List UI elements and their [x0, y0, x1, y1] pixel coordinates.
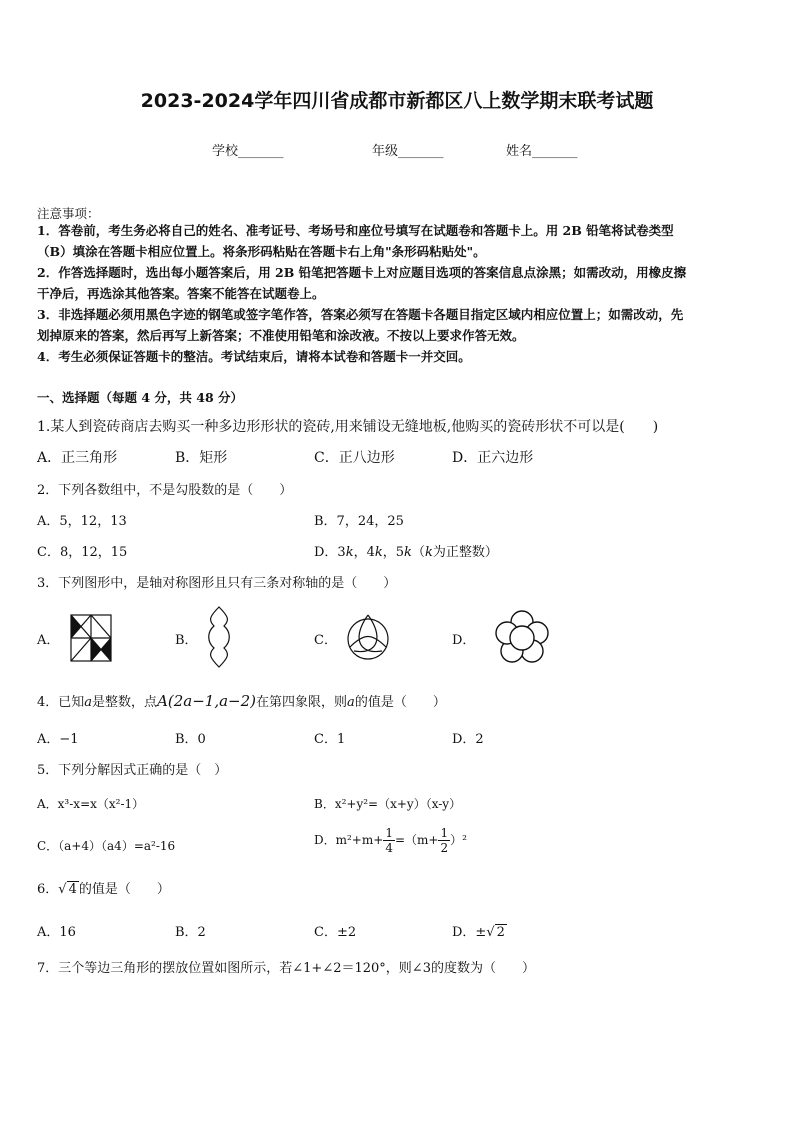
question-5-stem: 5．下列分解因式正确的是（ ） — [37, 763, 228, 778]
section-heading: 一、选择题（每题 4 分，共 48 分） — [37, 390, 244, 405]
q5-option-b: B．x²+y²=（x+y）（x-y） — [314, 797, 462, 811]
q6-option-c: C．±2 — [314, 925, 357, 940]
q2-option-a: A．5，12，13 — [37, 514, 127, 529]
grade-field: 年级_______ — [372, 144, 444, 159]
q5-option-d: D．m²+m+ $\frac{1}{4}$ =（m+ $\frac{1}{2}$ ）² — [314, 826, 467, 855]
q2-option-c: C．8，12，15 — [37, 545, 128, 560]
notes-heading: 注意事项： — [37, 206, 100, 221]
q1-option-b: B．矩形 — [175, 450, 228, 466]
figure-d-flower — [494, 610, 550, 666]
q2-option-d: D．3k，4k，5k（k为正整数） — [314, 545, 498, 560]
q1-option-c: C．正八边形 — [314, 450, 395, 466]
q3-option-c: C． — [314, 633, 337, 648]
name-field: 姓名_______ — [506, 144, 578, 159]
question-1-stem: 1.某人到瓷砖商店去购买一种多边形形状的瓷砖,用来铺设无缝地板,他购买的瓷砖形状不可以是( ) — [37, 419, 659, 435]
school-field: 学校_______ — [212, 144, 284, 159]
q3-option-a: A． — [37, 633, 60, 648]
figure-b-curved-shape — [204, 606, 234, 668]
q2-option-b: B．7，24，25 — [314, 514, 404, 529]
note-line: 划掉原来的答案，然后再写上新答案；不准使用铅笔和涂改液。不按以上要求作答无效。 — [37, 328, 525, 343]
q5-option-c: C．（a+4）（a4）=a²-16 — [37, 839, 176, 853]
q6-option-b: B．2 — [175, 925, 206, 940]
q5-option-a: A．x³-x=x（x²-1） — [37, 797, 145, 811]
q3-option-d: D． — [452, 633, 476, 648]
question-6-stem: 6．√ 4 的值是（ ） — [37, 882, 170, 897]
q1-option-a: A．正三角形 — [37, 450, 118, 466]
question-3-stem: 3．下列图形中，是轴对称图形且只有三条对称轴的是（ ） — [37, 576, 397, 591]
q4-option-b: B．0 — [175, 732, 206, 747]
q4-option-a: A．−1 — [37, 732, 79, 747]
question-2-stem: 2．下列各数组中，不是勾股数的是（ ） — [37, 483, 293, 498]
q1-option-d: D．正六边形 — [452, 450, 534, 466]
note-line: （B）填涂在答题卡相应位置上。将条形码粘贴在答题卡右上角"条形码粘贴处"。 — [37, 244, 486, 259]
note-line: 1．答卷前，考生务必将自己的姓名、准考证号、考场号和座位号填写在试题卷和答题卡上。用 2B 铅笔将试卷类型 — [37, 223, 674, 238]
q4-option-c: C．1 — [314, 732, 346, 747]
note-line: 4．考生必须保证答题卡的整洁。考试结束后，请将本试卷和答题卡一并交回。 — [37, 349, 471, 364]
q6-option-a: A．16 — [37, 925, 76, 940]
page-title: 2023-2024学年四川省成都市新都区八上数学期末联考试题 — [140, 90, 654, 112]
q3-option-b: B． — [175, 633, 198, 648]
q4-option-d: D．2 — [452, 732, 484, 747]
figure-a-square-pattern — [70, 614, 112, 662]
figure-c-triquetra — [342, 611, 394, 663]
note-line: 干净后，再选涂其他答案。答案不能答在试题卷上。 — [37, 286, 325, 301]
q6-option-d: D．±√ 2 — [452, 925, 505, 940]
question-4-stem: 4．已知a是整数，点A(2a−1,a−2)在第四象限，则a的值是（ ） — [37, 692, 446, 710]
note-line: 3．非选择题必须用黑色字迹的钢笔或签字笔作答，答案必须写在答题卡各题目指定区域内相应位置上；如需改动，先 — [37, 307, 684, 322]
question-7-stem: 7．三个等边三角形的摆放位置如图所示，若∠1+∠2＝120°，则∠3的度数为（ ） — [37, 961, 535, 976]
note-line: 2．作答选择题时，选出每小题答案后，用 2B 铅笔把答题卡上对应题目选项的答案信息点涂黑；如需改动，用橡皮擦 — [37, 265, 687, 280]
